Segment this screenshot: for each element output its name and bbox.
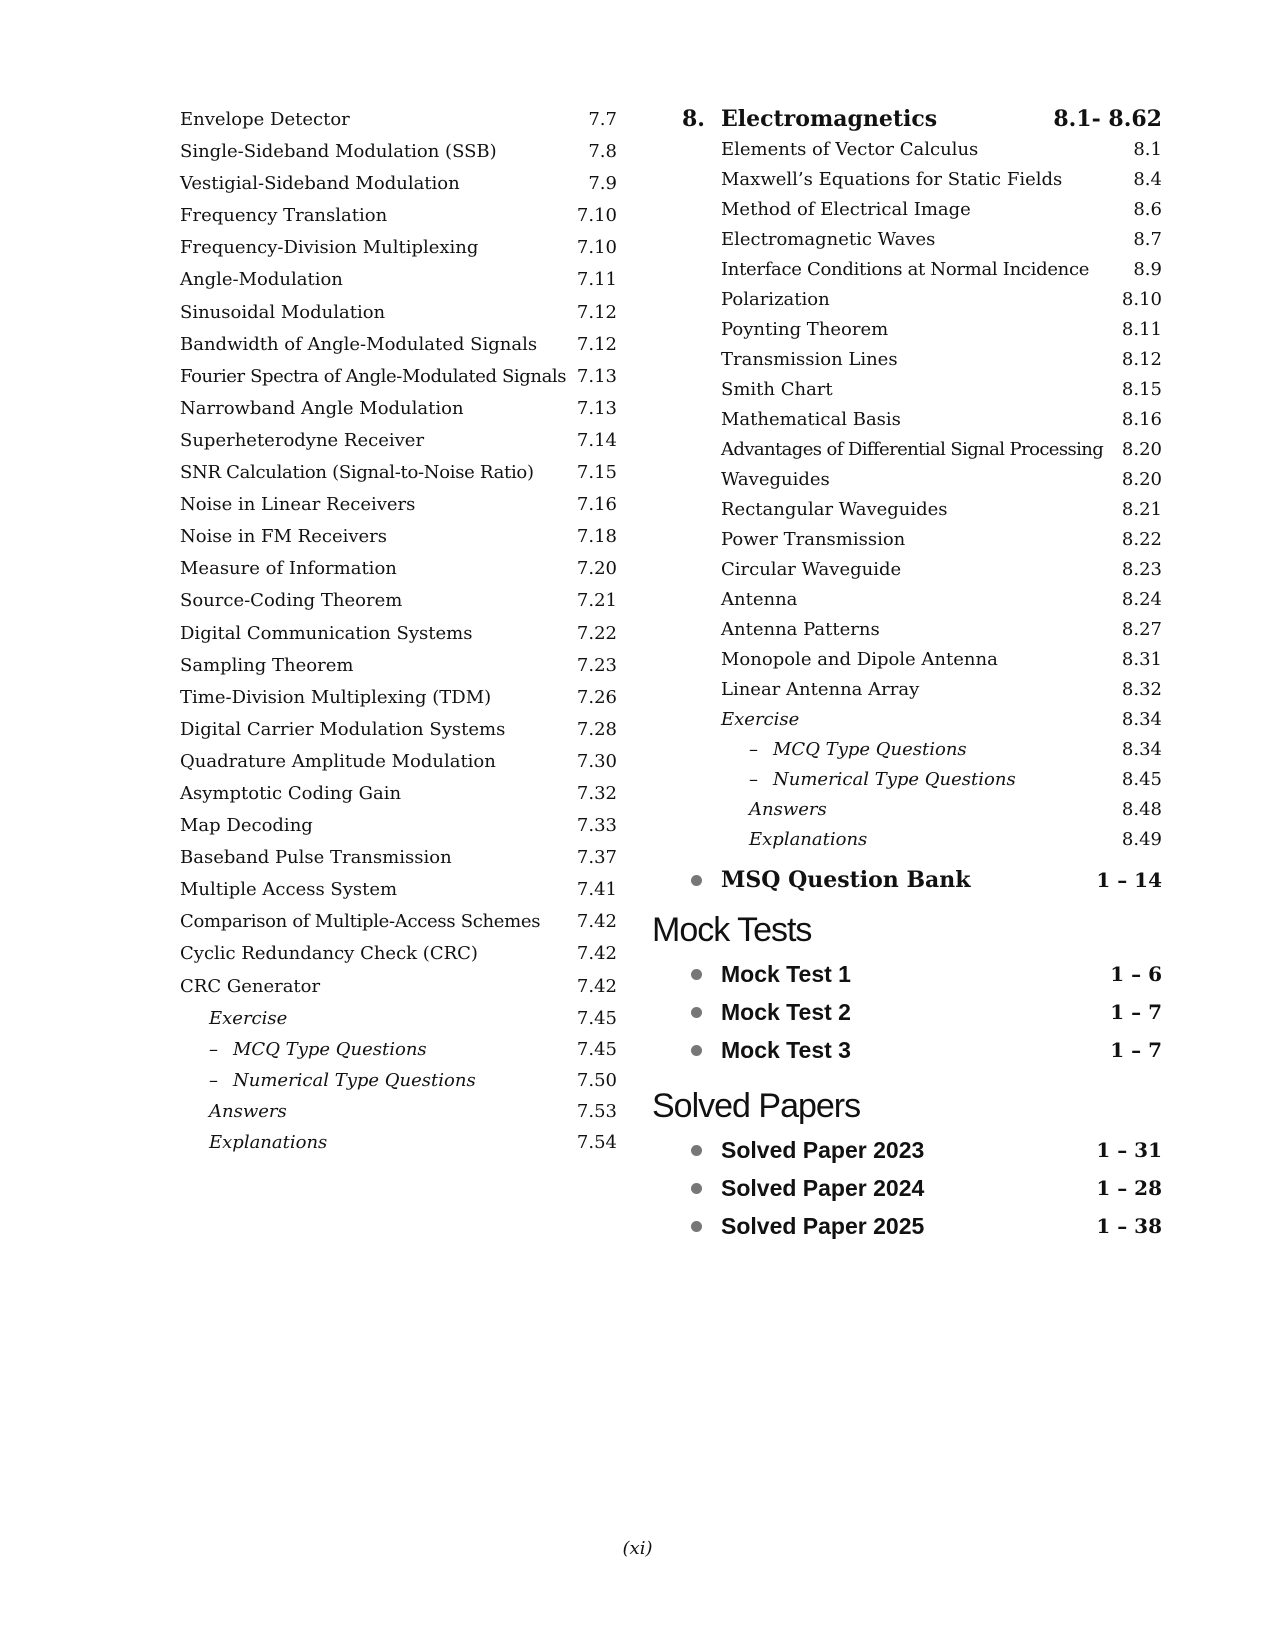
toc-entry[interactable]: [180, 329, 617, 361]
toc-entry[interactable]: [180, 264, 617, 296]
toc-entry-title: Quadrature Amplitude Modulation: [180, 750, 496, 772]
toc-entry[interactable]: [652, 405, 1162, 435]
toc-entry-title: Source-Coding Theorem: [180, 590, 403, 612]
toc-entry[interactable]: [652, 255, 1162, 285]
bullet-icon: [691, 1183, 702, 1194]
solved-paper-entry[interactable]: [652, 1207, 1162, 1245]
toc-entry[interactable]: [180, 778, 617, 810]
mock-test-range: 1 – 7: [1110, 1038, 1162, 1062]
toc-entry[interactable]: [180, 457, 617, 489]
toc-entry[interactable]: [180, 361, 617, 393]
toc-entry-page: 7.10: [576, 205, 617, 227]
mock-test-range: 1 – 7: [1110, 1000, 1162, 1024]
toc-entry-page: 7.14: [576, 429, 617, 451]
toc-entry[interactable]: [180, 521, 617, 553]
toc-entry-title: Fourier Spectra of Angle-Modulated Signals: [180, 365, 567, 387]
toc-entry-page: 8.21: [1121, 499, 1162, 520]
toc-entry-title: Monopole and Dipole Antenna: [721, 649, 998, 670]
toc-exercise[interactable]: [180, 1003, 617, 1034]
toc-entry-page: 7.41: [576, 879, 617, 901]
toc-entry-page: 8.4: [1133, 169, 1162, 190]
bullet-icon: [691, 875, 702, 886]
toc-entry-title: Sinusoidal Modulation: [180, 301, 386, 323]
toc-explanations-page: 7.54: [576, 1131, 617, 1153]
toc-entry[interactable]: [652, 345, 1162, 375]
toc-entry-page: 7.42: [576, 911, 617, 933]
toc-entry-title: Asymptotic Coding Gain: [180, 782, 402, 804]
toc-answers-page: 8.48: [1121, 799, 1162, 820]
bullet-icon: [691, 969, 702, 980]
toc-numerical-page: 8.45: [1121, 769, 1162, 790]
toc-explanations-page: 8.49: [1121, 829, 1162, 850]
toc-entry-page: 8.11: [1121, 319, 1162, 340]
toc-entry[interactable]: [180, 746, 617, 778]
toc-entry[interactable]: [180, 906, 617, 938]
mock-test-entry[interactable]: [652, 1031, 1162, 1069]
solved-paper-range: 1 – 38: [1096, 1214, 1162, 1238]
toc-entry-page: 7.32: [576, 782, 617, 804]
toc-numerical-title: Numerical Type Questions: [773, 769, 1016, 790]
toc-entry[interactable]: [180, 714, 617, 746]
toc-exercise[interactable]: [652, 705, 1162, 735]
toc-entry-title: Waveguides: [721, 469, 830, 490]
toc-entry[interactable]: [180, 650, 617, 682]
toc-entry-page: 7.30: [576, 750, 617, 772]
toc-entry-title: Digital Carrier Modulation Systems: [180, 718, 506, 740]
toc-entry-title: Narrowband Angle Modulation: [180, 397, 464, 419]
toc-explanations[interactable]: [180, 1127, 617, 1158]
bullet-icon: [691, 1045, 702, 1056]
toc-numerical-title: Numerical Type Questions: [233, 1069, 476, 1091]
toc-entry[interactable]: [180, 810, 617, 842]
toc-answers-title: Answers: [209, 1100, 287, 1122]
toc-explanations-title: Explanations: [749, 829, 868, 850]
toc-entry-title: Frequency-Division Multiplexing: [180, 237, 479, 259]
toc-entry-page: 8.1: [1133, 139, 1162, 160]
toc-numerical-page: 7.50: [576, 1069, 617, 1091]
toc-entry[interactable]: [652, 675, 1162, 705]
mock-test-title: Mock Test 3: [721, 1036, 851, 1063]
toc-entry-page: 8.31: [1121, 649, 1162, 670]
toc-entry-title: Vestigial-Sideband Modulation: [180, 173, 460, 195]
bullet-icon: [691, 1007, 702, 1018]
toc-entry[interactable]: [652, 525, 1162, 555]
toc-answers-title: Answers: [749, 799, 827, 820]
toc-entry[interactable]: [652, 195, 1162, 225]
toc-entry[interactable]: [180, 682, 617, 714]
toc-entry[interactable]: [180, 489, 617, 521]
toc-entry-title: Noise in FM Receivers: [180, 526, 388, 548]
toc-entry-title: Maxwell’s Equations for Static Fields: [721, 169, 1063, 190]
toc-entry-title: Elements of Vector Calculus: [721, 139, 979, 160]
toc-entry[interactable]: [180, 971, 617, 1003]
toc-entry-page: 7.18: [576, 526, 617, 548]
toc-entry[interactable]: [652, 315, 1162, 345]
toc-exercise-title: Exercise: [721, 709, 800, 730]
toc-entry[interactable]: [652, 135, 1162, 165]
toc-entry-page: 7.16: [576, 494, 617, 516]
toc-entry-title: Superheterodyne Receiver: [180, 429, 425, 451]
toc-entry-page: 7.13: [576, 397, 617, 419]
dash-bullet: –: [749, 769, 758, 790]
toc-entry-page: 8.15: [1121, 379, 1162, 400]
toc-entry[interactable]: [180, 618, 617, 650]
toc-entry-page: 7.20: [576, 558, 617, 580]
right-toc-column: [652, 103, 1162, 1245]
toc-explanations-title: Explanations: [209, 1131, 328, 1153]
toc-mcq[interactable]: [652, 735, 1162, 765]
dash-bullet: –: [749, 739, 758, 760]
toc-entry-title: Sampling Theorem: [180, 654, 354, 676]
toc-mcq-page: 7.45: [576, 1038, 617, 1060]
toc-exercise-page: 7.45: [576, 1007, 617, 1029]
toc-entry-title: Antenna Patterns: [721, 619, 880, 640]
solved-paper-entry[interactable]: [652, 1131, 1162, 1169]
toc-entry-page: 7.13: [576, 365, 617, 387]
toc-entry-title: Envelope Detector: [180, 109, 350, 130]
toc-entry-page: 8.12: [1121, 349, 1162, 370]
toc-entry-page: 7.15: [576, 462, 617, 484]
toc-entry-title: Electromagnetic Waves: [721, 229, 936, 250]
toc-entry[interactable]: [180, 842, 617, 874]
toc-entry-title: Polarization: [721, 289, 830, 310]
toc-entry-page: 7.42: [576, 975, 617, 997]
toc-explanations[interactable]: [652, 825, 1162, 855]
toc-entry-title: Bandwidth of Angle-Modulated Signals: [180, 333, 538, 355]
chapter-range: 8.1- 8.62: [1053, 106, 1162, 132]
toc-entry-page: 8.16: [1121, 409, 1162, 430]
toc-entry-title: Transmission Lines: [721, 349, 898, 370]
toc-entry-title: Mathematical Basis: [721, 409, 901, 430]
toc-entry[interactable]: [180, 553, 617, 585]
solved-paper-title: Solved Paper 2025: [721, 1212, 925, 1239]
toc-entry-page: 7.10: [576, 237, 617, 259]
toc-entry-title: Map Decoding: [180, 815, 313, 837]
toc-exercise-page: 8.34: [1121, 709, 1162, 730]
toc-exercise-title: Exercise: [209, 1007, 288, 1029]
solved-paper-range: 1 – 28: [1096, 1176, 1162, 1200]
toc-entry-title: Power Transmission: [721, 529, 906, 550]
toc-entry-page: 8.6: [1133, 199, 1162, 220]
toc-entry-page: 7.22: [576, 622, 617, 644]
toc-entry-title: Linear Antenna Array: [721, 679, 920, 700]
toc-entry-title: Poynting Theorem: [721, 319, 889, 340]
toc-entry[interactable]: [652, 495, 1162, 525]
toc-entry-page: 7.11: [576, 269, 617, 291]
toc-entry-title: Method of Electrical Image: [721, 199, 971, 220]
mock-test-title: Mock Test 1: [721, 960, 851, 987]
toc-numerical[interactable]: [652, 765, 1162, 795]
toc-entry-title: Circular Waveguide: [721, 559, 902, 580]
toc-answers[interactable]: [180, 1096, 617, 1127]
chapter-title: Electromagnetics: [721, 106, 938, 132]
toc-entry-title: Interface Conditions at Normal Incidence: [721, 259, 1090, 280]
toc-answers-page: 7.53: [576, 1100, 617, 1122]
toc-entry[interactable]: [652, 585, 1162, 615]
toc-entry-page: 7.37: [576, 847, 617, 869]
mock-test-entry[interactable]: [652, 993, 1162, 1031]
toc-entry-page: 8.20: [1121, 469, 1162, 490]
solved-paper-title: Solved Paper 2024: [721, 1174, 925, 1201]
toc-entry[interactable]: [180, 425, 617, 457]
toc-entry-title: Cyclic Redundancy Check (CRC): [180, 943, 478, 965]
toc-entry-page: 7.28: [576, 718, 617, 740]
toc-entry-title: Frequency Translation: [180, 205, 388, 227]
toc-mcq-title: MCQ Type Questions: [233, 1038, 427, 1060]
dash-bullet: –: [209, 1069, 218, 1091]
bullet-icon: [691, 1221, 702, 1232]
toc-entry-page: 8.10: [1121, 289, 1162, 310]
page-number: (xi): [622, 1538, 653, 1559]
toc-entry-title: Baseband Pulse Transmission: [180, 847, 452, 869]
left-toc-column: [180, 104, 617, 1158]
chapter-number: 8.: [682, 106, 705, 132]
toc-entry-title: Rectangular Waveguides: [721, 499, 948, 520]
toc-entry[interactable]: [180, 232, 617, 264]
chapter-8-heading[interactable]: [652, 103, 1162, 135]
toc-entry-page: 8.27: [1121, 619, 1162, 640]
toc-entry-title: Angle-Modulation: [180, 269, 343, 291]
toc-entry-title: CRC Generator: [180, 975, 321, 997]
msq-question-bank-entry[interactable]: [652, 859, 1162, 901]
solved-paper-range: 1 – 31: [1096, 1138, 1162, 1162]
toc-entry-page: 7.33: [576, 815, 617, 837]
toc-entry-page: 8.20: [1121, 439, 1162, 460]
solved-papers-heading: Solved Papers: [652, 1087, 861, 1125]
toc-mcq-page: 8.34: [1121, 739, 1162, 760]
toc-entry[interactable]: [180, 585, 617, 617]
mock-test-range: 1 – 6: [1110, 962, 1162, 986]
toc-entry-page: 7.7: [588, 109, 617, 130]
toc-mcq-title: MCQ Type Questions: [773, 739, 967, 760]
toc-entry[interactable]: [180, 200, 617, 232]
dash-bullet: –: [209, 1038, 218, 1060]
solved-paper-entry[interactable]: [652, 1169, 1162, 1207]
toc-entry[interactable]: [652, 615, 1162, 645]
toc-entry-title: Antenna: [721, 589, 798, 610]
msq-title: MSQ Question Bank: [721, 867, 971, 893]
toc-entry[interactable]: [180, 104, 617, 136]
toc-entry-page: 8.22: [1121, 529, 1162, 550]
toc-entry-page: 8.7: [1133, 229, 1162, 250]
toc-entry-page: 8.32: [1121, 679, 1162, 700]
toc-entry[interactable]: [652, 645, 1162, 675]
toc-entry-title: Comparison of Multiple-Access Schemes: [180, 911, 541, 933]
toc-entry[interactable]: [180, 168, 617, 200]
toc-entry[interactable]: [180, 136, 617, 168]
toc-entry[interactable]: [652, 555, 1162, 585]
toc-entry-title: Single-Sideband Modulation (SSB): [180, 141, 497, 163]
toc-entry-title: Multiple Access System: [180, 879, 398, 901]
toc-mcq[interactable]: [180, 1034, 617, 1065]
mock-test-entry[interactable]: [652, 955, 1162, 993]
toc-entry[interactable]: [180, 874, 617, 906]
toc-entry-title: Advantages of Differential Signal Processing: [721, 439, 1104, 460]
toc-entry-title: Measure of Information: [180, 558, 397, 580]
toc-entry[interactable]: [652, 165, 1162, 195]
toc-entry-page: 7.21: [576, 590, 617, 612]
toc-entry-title: SNR Calculation (Signal-to-Noise Ratio): [180, 462, 534, 484]
toc-entry[interactable]: [180, 393, 617, 425]
toc-entry[interactable]: [652, 285, 1162, 315]
toc-entry[interactable]: [180, 297, 617, 329]
mock-tests-heading: Mock Tests: [652, 911, 812, 949]
toc-entry-page: 7.26: [576, 686, 617, 708]
toc-entry[interactable]: [652, 225, 1162, 255]
toc-entry[interactable]: [652, 435, 1162, 465]
toc-answers[interactable]: [652, 795, 1162, 825]
toc-entry-page: 8.23: [1121, 559, 1162, 580]
toc-entry-page: 7.9: [588, 173, 617, 195]
toc-entry-page: 8.24: [1121, 589, 1162, 610]
toc-entry-page: 7.23: [576, 654, 617, 676]
msq-range: 1 – 14: [1096, 868, 1162, 892]
toc-entry-page: 7.8: [588, 141, 617, 163]
toc-entry-title: Time-Division Multiplexing (TDM): [180, 686, 492, 708]
toc-entry-title: Digital Communication Systems: [180, 622, 473, 644]
toc-numerical[interactable]: [180, 1065, 617, 1096]
solved-paper-title: Solved Paper 2023: [721, 1136, 925, 1163]
toc-entry[interactable]: [180, 938, 617, 970]
mock-test-title: Mock Test 2: [721, 998, 851, 1025]
toc-entry-title: Smith Chart: [721, 379, 833, 400]
toc-entry[interactable]: [652, 465, 1162, 495]
toc-entry-page: 7.12: [576, 301, 617, 323]
toc-entry-page: 7.42: [576, 943, 617, 965]
toc-entry[interactable]: [652, 375, 1162, 405]
toc-entry-page: 7.12: [576, 333, 617, 355]
toc-entry-title: Noise in Linear Receivers: [180, 494, 416, 516]
toc-entry-page: 8.9: [1133, 259, 1162, 280]
bullet-icon: [691, 1145, 702, 1156]
